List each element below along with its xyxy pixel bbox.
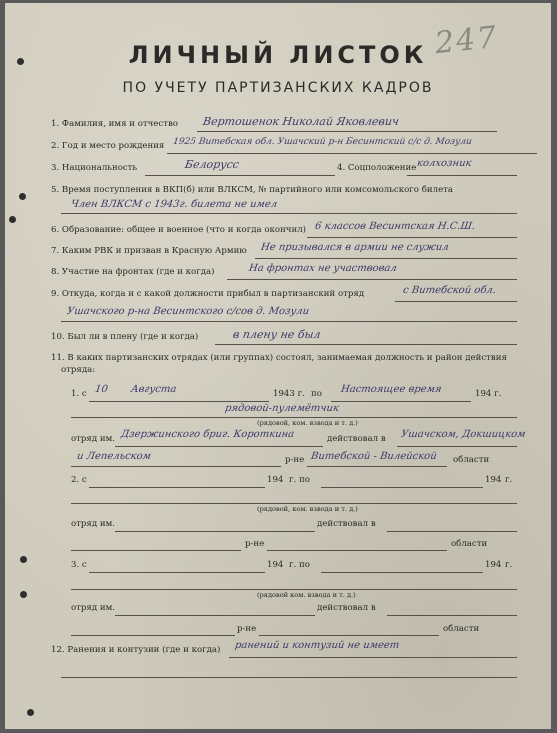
field-11-label-cont: отряда: (61, 365, 96, 375)
underline (321, 487, 483, 488)
underline (71, 635, 235, 636)
block1-otryad-label: отряд им. (71, 434, 116, 444)
field-12-value: ранений и контузий не имеет (234, 640, 401, 651)
underline (89, 572, 265, 573)
underline (167, 153, 537, 154)
block1-role-caption: (рядовой, ком. взвода и т. д.) (257, 419, 358, 427)
field-3-value: Белорусс (184, 158, 240, 171)
underline (387, 615, 517, 616)
field-4-label: 4. Соцположение (337, 163, 417, 173)
block1-acted-label: действовал в (327, 434, 386, 444)
underline (267, 550, 447, 551)
underline (321, 572, 483, 573)
block1-to-year: 194 г. (475, 389, 502, 399)
underline (71, 417, 517, 418)
field-2-value: 1925 Витебская обл. Ушачский р-н Бесинтский с/с д. Мозули (172, 137, 473, 147)
block2-acted-label: действовал в (317, 519, 376, 529)
block3-otryad-label: отряд им. (71, 603, 116, 613)
underline (145, 175, 335, 176)
block1-po: по (311, 389, 322, 399)
underline (397, 446, 517, 447)
underline (215, 344, 517, 345)
block2-year2: 194 (485, 475, 502, 485)
field-9-label: 9. Откуда, когда и с какой должности прибыл в партизанский отряд (51, 289, 365, 299)
field-6-label: 6. Образование: общее и военное (что и когда окончил) (51, 225, 307, 235)
archive-number: 247 (433, 19, 500, 62)
field-5-label: 5. Время поступления в ВКП(б) или ВЛКСМ, № партийного или комсомольского билета (51, 185, 454, 195)
underline (229, 657, 517, 658)
block3-year2: 194 (485, 560, 502, 570)
underline (115, 446, 323, 447)
block1-oblasti: области (453, 455, 490, 465)
underline (71, 466, 281, 467)
field-5-value: Член ВЛКСМ с 1943г. билета не имел (70, 199, 278, 210)
document-sheet (5, 3, 551, 729)
field-1-value: Вертошенок Николай Яковлевич (202, 115, 400, 128)
block2-rne: р-не (245, 539, 265, 549)
page-title: ЛИЧНЫЙ ЛИСТОК (128, 41, 428, 69)
underline (115, 615, 315, 616)
field-3-label: 3. Национальность (51, 163, 138, 173)
underline (395, 301, 517, 302)
underline (307, 466, 447, 467)
block1-rne: р-не (285, 455, 305, 465)
underline (71, 503, 517, 504)
field-9-value-1: с Витебской обл. (402, 285, 497, 296)
underline (259, 635, 439, 636)
block3-g: г. (505, 560, 513, 570)
underline (61, 677, 517, 678)
binder-hole (19, 193, 26, 200)
block2-g: г. (505, 475, 513, 485)
block2-num: 2. с (71, 475, 87, 485)
block1-day: 10 (94, 384, 109, 395)
block3-rne: р-не (237, 624, 257, 634)
block1-month: Августа (130, 384, 178, 395)
field-7-label: 7. Каким РВК и призван в Красную Армию (51, 246, 247, 256)
underline (255, 258, 517, 259)
binder-hole (20, 591, 27, 598)
binder-hole (9, 216, 16, 223)
underline (197, 131, 497, 132)
block3-oblasti: области (443, 624, 480, 634)
field-6-value: 6 классов Весинтская Н.С.Ш. (314, 221, 476, 232)
block2-oblasti: области (451, 539, 488, 549)
block1-num: 1. с (71, 389, 87, 399)
block3-g-po: г. по (289, 560, 310, 570)
block1-acted-value: Ушачском, Докшицком (400, 429, 527, 440)
field-1-label: 1. Фамилия, имя и отчество (51, 119, 178, 129)
field-10-value: в плену не был (232, 328, 322, 341)
field-11-label: 11. В каких партизанских отрядах (или группах) состоял, занимаемая должность и район действия (51, 353, 507, 363)
block2-year: 194 (267, 475, 284, 485)
block3-acted-label: действовал в (317, 603, 376, 613)
underline (89, 487, 265, 488)
block2-g-po: г. по (289, 475, 310, 485)
underline (71, 589, 517, 590)
field-12-label: 12. Ранения и контузии (где и когда) (51, 645, 221, 655)
underline (89, 401, 269, 402)
block2-otryad-label: отряд им. (71, 519, 116, 529)
block1-to-value: Настоящее время (340, 384, 443, 395)
block1-district-value: и Лепельском (76, 451, 152, 462)
field-8-label: 8. Участие на фронтах (где и когда) (51, 267, 215, 277)
binder-hole (27, 709, 34, 716)
block1-oblast-value: Витебской - Вилейской (310, 451, 438, 462)
underline (61, 213, 517, 214)
underline (227, 279, 517, 280)
block1-otryad-value: Дзержинского бриг. Короткина (120, 429, 295, 440)
underline (387, 531, 517, 532)
binder-hole (20, 556, 27, 563)
field-2-label: 2. Год и место рождения (51, 141, 165, 151)
underline (115, 531, 315, 532)
page-subtitle: ПО УЧЕТУ ПАРТИЗАНСКИХ КАДРОВ (122, 80, 434, 96)
block1-role: рядовой-пулемётчик (224, 403, 340, 414)
block2-caption: (рядовой, ком. взвода и т. д.) (257, 505, 358, 513)
block3-num: 3. с (71, 560, 87, 570)
block1-year: 1943 г. (273, 389, 305, 399)
underline (331, 401, 471, 402)
field-10-label: 10. Был ли в плену (где и когда) (51, 332, 199, 342)
block3-year: 194 (267, 560, 284, 570)
field-9-value-2: Ушачского р-на Весинтского с/сов д. Мозули (66, 306, 310, 317)
block3-caption: (рядовой ком. взвода и т. д.) (257, 591, 356, 599)
underline (307, 237, 517, 238)
underline (407, 175, 517, 176)
underline (71, 550, 241, 551)
field-4-value: колхозник (416, 158, 473, 169)
field-8-value: На фронтах не участвовал (248, 263, 398, 274)
field-7-value: Не призывался в армии не служил (260, 242, 450, 253)
underline (61, 321, 517, 322)
